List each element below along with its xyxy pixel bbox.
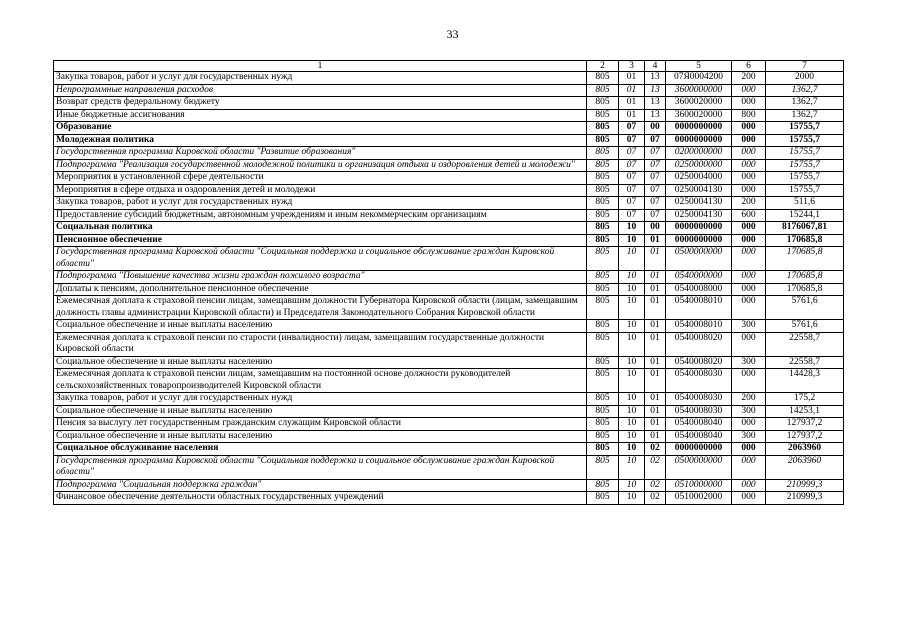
table-row [54,222,844,235]
table-row [54,418,844,431]
subsection-code-cell: 01 [645,234,666,247]
column-header: 4 [645,61,666,72]
expense-name-cell: Мероприятия в установленной сфере деятельности [54,172,587,185]
expense-name-cell: Непрограммные направления расходов [54,84,587,97]
subsection-code-cell: 01 [645,418,666,431]
section-code-cell: 10 [619,320,645,333]
ministry-code-cell: 805 [587,455,619,479]
target-article-cell: 0540008010 [666,320,732,333]
amount-cell: 5761,6 [766,320,844,333]
expense-name-cell: Подпрограмма "Реализация государственной молодежной политики и организация отдыха и оздоровления детей и молодежи" [54,159,587,172]
section-code-cell: 07 [619,197,645,210]
table-row [54,369,844,393]
amount-cell: 2063960 [766,455,844,479]
subsection-code-cell: 02 [645,455,666,479]
ministry-code-cell: 805 [587,492,619,505]
table-row [54,159,844,172]
subsection-code-cell: 01 [645,430,666,443]
table-row [54,405,844,418]
expense-type-cell: 600 [732,209,766,222]
column-header: 6 [732,61,766,72]
ministry-code-cell: 805 [587,320,619,333]
target-article-cell: 3600020000 [666,97,732,110]
expense-type-cell: 300 [732,356,766,369]
amount-cell: 1362,7 [766,84,844,97]
expense-type-cell: 000 [732,122,766,135]
table-row [54,247,844,271]
amount-cell: 511,6 [766,197,844,210]
table-row [54,296,844,320]
amount-cell: 15755,7 [766,159,844,172]
amount-cell: 2063960 [766,443,844,456]
amount-cell: 2000 [766,72,844,85]
expense-name-cell: Закупка товаров, работ и услуг для государственных нужд [54,393,587,406]
expense-type-cell: 000 [732,492,766,505]
section-code-cell: 01 [619,97,645,110]
ministry-code-cell: 805 [587,443,619,456]
subsection-code-cell: 01 [645,393,666,406]
table-row [54,332,844,356]
expense-type-cell: 000 [732,134,766,147]
ministry-code-cell: 805 [587,109,619,122]
subsection-code-cell: 07 [645,197,666,210]
expense-type-cell: 000 [732,283,766,296]
expense-name-cell: Возврат средств федеральному бюджету [54,97,587,110]
table-row [54,122,844,135]
expense-name-cell: Подпрограмма "Социальная поддержка граждан" [54,479,587,492]
target-article-cell: 0250000000 [666,159,732,172]
table-body [54,72,844,505]
expense-name-cell: Образование [54,122,587,135]
ministry-code-cell: 805 [587,197,619,210]
subsection-code-cell: 07 [645,184,666,197]
subsection-code-cell: 07 [645,134,666,147]
subsection-code-cell: 01 [645,356,666,369]
target-article-cell: 3600000000 [666,84,732,97]
table-row [54,356,844,369]
target-article-cell: 0500000000 [666,455,732,479]
subsection-code-cell: 01 [645,247,666,271]
expense-type-cell: 000 [732,455,766,479]
expense-type-cell: 300 [732,405,766,418]
expense-type-cell: 000 [732,234,766,247]
target-article-cell: 0500000000 [666,247,732,271]
amount-cell: 22558,7 [766,356,844,369]
target-article-cell: 0540008010 [666,296,732,320]
target-article-cell: 0540008030 [666,405,732,418]
column-header: 1 [54,61,587,72]
ministry-code-cell: 805 [587,122,619,135]
amount-cell: 175,2 [766,393,844,406]
expense-name-cell: Доплаты к пенсиям, дополнительное пенсионное обеспечение [54,283,587,296]
target-article-cell: 0540008030 [666,369,732,393]
ministry-code-cell: 805 [587,283,619,296]
section-code-cell: 10 [619,283,645,296]
section-code-cell: 01 [619,109,645,122]
amount-cell: 15755,7 [766,122,844,135]
table-row [54,197,844,210]
subsection-code-cell: 00 [645,222,666,235]
expense-name-cell: Молодежная политика [54,134,587,147]
table-row [54,84,844,97]
table-row [54,455,844,479]
expense-name-cell: Иные бюджетные ассигнования [54,109,587,122]
expense-type-cell: 200 [732,72,766,85]
expense-name-cell: Ежемесячная доплата к страховой пенсии по старости (инвалидности) лицам, замещавшим государственные должности Кировской области [54,332,587,356]
amount-cell: 15755,7 [766,172,844,185]
target-article-cell: 0540008040 [666,418,732,431]
subsection-code-cell: 13 [645,109,666,122]
amount-cell: 14428,3 [766,369,844,393]
expense-name-cell: Финансовое обеспечение деятельности областных государственных учреждений [54,492,587,505]
amount-cell: 1362,7 [766,97,844,110]
ministry-code-cell: 805 [587,393,619,406]
section-code-cell: 10 [619,222,645,235]
expense-name-cell: Предоставление субсидий бюджетным, автономным учреждениям и иным некоммерческим организациям [54,209,587,222]
expense-type-cell: 000 [732,97,766,110]
ministry-code-cell: 805 [587,97,619,110]
target-article-cell: 0540008030 [666,393,732,406]
expense-type-cell: 000 [732,159,766,172]
target-article-cell: 0000000000 [666,234,732,247]
subsection-code-cell: 07 [645,172,666,185]
section-code-cell: 07 [619,134,645,147]
expense-name-cell: Закупка товаров, работ и услуг для государственных нужд [54,197,587,210]
target-article-cell: 0510000000 [666,479,732,492]
expense-type-cell: 000 [732,479,766,492]
column-header: 5 [666,61,732,72]
amount-cell: 15755,7 [766,184,844,197]
expense-name-cell: Социальное обеспечение и иные выплаты населению [54,320,587,333]
ministry-code-cell: 805 [587,84,619,97]
ministry-code-cell: 805 [587,72,619,85]
section-code-cell: 07 [619,159,645,172]
expense-type-cell: 200 [732,393,766,406]
ministry-code-cell: 805 [587,430,619,443]
amount-cell: 15755,7 [766,147,844,160]
subsection-code-cell: 01 [645,320,666,333]
expense-type-cell: 000 [732,369,766,393]
ministry-code-cell: 805 [587,147,619,160]
ministry-code-cell: 805 [587,209,619,222]
section-code-cell: 10 [619,247,645,271]
table-row [54,479,844,492]
expense-name-cell: Государственная программа Кировской области "Социальная поддержка и социальное обслуживание граждан Кировской области" [54,455,587,479]
ministry-code-cell: 805 [587,479,619,492]
expense-name-cell: Мероприятия в сфере отдыха и оздоровления детей и молодежи [54,184,587,197]
expense-name-cell: Социальное обеспечение и иные выплаты населению [54,405,587,418]
target-article-cell: 0250004130 [666,184,732,197]
expense-type-cell: 000 [732,184,766,197]
table-row [54,184,844,197]
expense-name-cell: Социальная политика [54,222,587,235]
expense-type-cell: 000 [732,172,766,185]
expense-type-cell: 000 [732,222,766,235]
expense-type-cell: 200 [732,197,766,210]
target-article-cell: 0540008020 [666,332,732,356]
expense-type-cell: 000 [732,332,766,356]
subsection-code-cell: 07 [645,147,666,160]
target-article-cell: 0540008020 [666,356,732,369]
subsection-code-cell: 02 [645,479,666,492]
amount-cell: 170685,8 [766,283,844,296]
section-code-cell: 07 [619,184,645,197]
section-code-cell: 10 [619,296,645,320]
amount-cell: 22558,7 [766,332,844,356]
ministry-code-cell: 805 [587,222,619,235]
table-row [54,147,844,160]
subsection-code-cell: 13 [645,72,666,85]
table-row [54,492,844,505]
amount-cell: 170685,8 [766,271,844,284]
expense-type-cell: 300 [732,320,766,333]
target-article-cell: 0540008000 [666,283,732,296]
expense-name-cell: Ежемесячная доплата к страховой пенсии лицам, замещавшим на постоянной основе должности руководителей сельскохозяйственных товаропроизводителей Кировской области [54,369,587,393]
table-row [54,172,844,185]
budget-table [53,60,844,505]
amount-cell: 14253,1 [766,405,844,418]
subsection-code-cell: 13 [645,97,666,110]
expense-type-cell: 300 [732,430,766,443]
subsection-code-cell: 01 [645,332,666,356]
section-code-cell: 10 [619,430,645,443]
target-article-cell: 0200000000 [666,147,732,160]
target-article-cell: 0250004000 [666,172,732,185]
target-article-cell: 0540008040 [666,430,732,443]
expense-type-cell: 000 [732,147,766,160]
section-code-cell: 10 [619,332,645,356]
expense-name-cell: Закупка товаров, работ и услуг для государственных нужд [54,72,587,85]
target-article-cell: 0510002000 [666,492,732,505]
subsection-code-cell: 01 [645,405,666,418]
table-row [54,72,844,85]
amount-cell: 127937,2 [766,430,844,443]
column-header: 3 [619,61,645,72]
section-code-cell: 10 [619,369,645,393]
amount-cell: 5761,6 [766,296,844,320]
ministry-code-cell: 805 [587,247,619,271]
section-code-cell: 10 [619,271,645,284]
subsection-code-cell: 00 [645,122,666,135]
subsection-code-cell: 13 [645,84,666,97]
subsection-code-cell: 01 [645,296,666,320]
subsection-code-cell: 07 [645,159,666,172]
column-header: 7 [766,61,844,72]
amount-cell: 210999,3 [766,492,844,505]
target-article-cell: 0000000000 [666,134,732,147]
table-row [54,234,844,247]
ministry-code-cell: 805 [587,134,619,147]
table-row [54,430,844,443]
ministry-code-cell: 805 [587,332,619,356]
expense-type-cell: 000 [732,296,766,320]
expense-type-cell: 000 [732,443,766,456]
table-header-row [54,61,844,72]
subsection-code-cell: 01 [645,283,666,296]
expense-name-cell: Пенсионное обеспечение [54,234,587,247]
target-article-cell: 0540000000 [666,271,732,284]
page-number: 33 [446,27,459,41]
section-code-cell: 10 [619,455,645,479]
ministry-code-cell: 805 [587,405,619,418]
target-article-cell: 07Я0004200 [666,72,732,85]
column-header: 2 [587,61,619,72]
ministry-code-cell: 805 [587,271,619,284]
ministry-code-cell: 805 [587,356,619,369]
section-code-cell: 10 [619,418,645,431]
table-row [54,134,844,147]
amount-cell: 210999,3 [766,479,844,492]
section-code-cell: 01 [619,84,645,97]
section-code-cell: 07 [619,122,645,135]
target-article-cell: 0250004130 [666,197,732,210]
ministry-code-cell: 805 [587,159,619,172]
expense-type-cell: 000 [732,247,766,271]
ministry-code-cell: 805 [587,234,619,247]
section-code-cell: 10 [619,393,645,406]
ministry-code-cell: 805 [587,418,619,431]
target-article-cell: 0000000000 [666,122,732,135]
amount-cell: 170685,8 [766,234,844,247]
section-code-cell: 10 [619,443,645,456]
table-row [54,97,844,110]
section-code-cell: 10 [619,356,645,369]
section-code-cell: 10 [619,479,645,492]
amount-cell: 1362,7 [766,109,844,122]
expense-name-cell: Пенсия за выслугу лет государственным гражданским служащим Кировской области [54,418,587,431]
table-row [54,109,844,122]
expense-name-cell: Ежемесячная доплата к страховой пенсии лицам, замещавшим должности Губернатора Кировской области (лицам, замещавшим должность главы администрации Кировской области) и Председателя Законодательного Собрания Кировской области [54,296,587,320]
target-article-cell: 0000000000 [666,222,732,235]
table-row [54,271,844,284]
ministry-code-cell: 805 [587,296,619,320]
subsection-code-cell: 02 [645,492,666,505]
target-article-cell: 3600020000 [666,109,732,122]
section-code-cell: 10 [619,405,645,418]
expense-name-cell: Социальное обслуживание населения [54,443,587,456]
section-code-cell: 07 [619,209,645,222]
expense-type-cell: 000 [732,84,766,97]
section-code-cell: 10 [619,234,645,247]
target-article-cell: 0250004130 [666,209,732,222]
subsection-code-cell: 07 [645,209,666,222]
section-code-cell: 10 [619,492,645,505]
target-article-cell: 0000000000 [666,443,732,456]
expense-type-cell: 000 [732,418,766,431]
section-code-cell: 07 [619,172,645,185]
ministry-code-cell: 805 [587,369,619,393]
subsection-code-cell: 02 [645,443,666,456]
amount-cell: 170685,8 [766,247,844,271]
expense-name-cell: Социальное обеспечение и иные выплаты населению [54,430,587,443]
table-row [54,393,844,406]
expense-name-cell: Социальное обеспечение и иные выплаты населению [54,356,587,369]
section-code-cell: 07 [619,147,645,160]
amount-cell: 15755,7 [766,134,844,147]
section-code-cell: 01 [619,72,645,85]
ministry-code-cell: 805 [587,172,619,185]
subsection-code-cell: 01 [645,369,666,393]
expense-type-cell: 000 [732,271,766,284]
table-row [54,443,844,456]
amount-cell: 127937,2 [766,418,844,431]
expense-type-cell: 800 [732,109,766,122]
expense-name-cell: Государственная программа Кировской области "Социальная поддержка и социальное обслуживание граждан Кировской области" [54,247,587,271]
expense-name-cell: Государственная программа Кировской области "Развитие образования" [54,147,587,160]
subsection-code-cell: 01 [645,271,666,284]
table-row [54,283,844,296]
amount-cell: 15244,1 [766,209,844,222]
table-row [54,320,844,333]
expense-name-cell: Подпрограмма "Повышение качества жизни граждан пожилого возраста" [54,271,587,284]
table-row [54,209,844,222]
ministry-code-cell: 805 [587,184,619,197]
amount-cell: 8176067,81 [766,222,844,235]
